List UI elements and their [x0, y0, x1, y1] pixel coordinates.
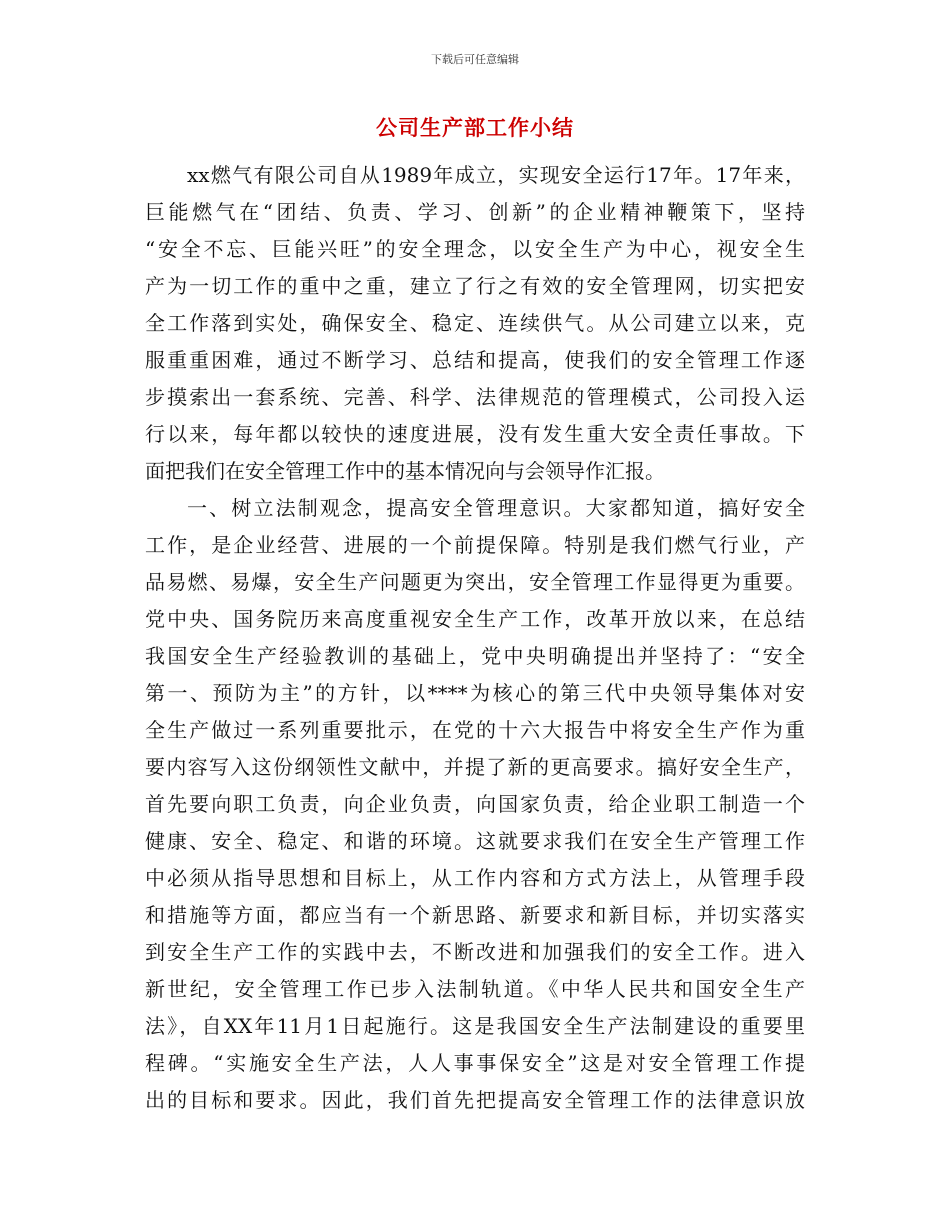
- paragraph-line: 全生产做过一系列重要批示，在党的十六大报告中将安全生产作为重: [145, 718, 805, 742]
- paragraph-line: 第一、预防为主”的方针，以****为核心的第三代中央领导集体对安: [145, 681, 805, 705]
- paragraph-line: 工作，是企业经营、进展的一个前提保障。特别是我们燃气行业，产: [145, 533, 805, 557]
- paragraph-line: 程碑。“实施安全生产法，人人事事保安全”这是对安全管理工作提: [145, 1051, 805, 1075]
- paragraph-line: 和措施等方面，都应当有一个新思路、新要求和新目标，并切实落实: [145, 903, 805, 927]
- paragraph-line: 我国安全生产经验教训的基础上，党中央明确提出并坚持了：“安全: [145, 644, 805, 668]
- header-note: 下载后可任意编辑: [431, 53, 519, 66]
- paragraph-line: “安全不忘、巨能兴旺”的安全理念，以安全生产为中心，视安全生: [145, 237, 805, 261]
- paragraph-line: 产为一切工作的重中之重，建立了行之有效的安全管理网，切实把安: [145, 274, 805, 298]
- paragraph-line: 面把我们在安全管理工作中的基本情况向与会领导作汇报。: [145, 459, 665, 483]
- paragraph-line: 新世纪，安全管理工作已步入法制轨道。《中华人民共和国安全生产: [145, 977, 805, 1001]
- paragraph-line: 中必须从指导思想和目标上，从工作内容和方式方法上，从管理手段: [145, 866, 805, 890]
- paragraph-line: 品易燃、易爆，安全生产问题更为突出，安全管理工作显得更为重要。: [145, 570, 805, 594]
- paragraph-line: 行以来，每年都以较快的速度进展，没有发生重大安全责任事故。下: [145, 422, 805, 446]
- paragraph-line: 全工作落到实处，确保安全、稳定、连续供气。从公司建立以来，克: [145, 311, 805, 335]
- paragraph-line: 健康、安全、稳定、和谐的环境。这就要求我们在安全生产管理工作: [145, 829, 805, 853]
- paragraph-line: 党中央、国务院历来高度重视安全生产工作，改革开放以来，在总结: [145, 607, 805, 631]
- paragraph-line: 步摸索出一套系统、完善、科学、法律规范的管理模式，公司投入运: [145, 385, 805, 409]
- paragraph-line: 出的目标和要求。因此，我们首先把提高安全管理工作的法律意识放: [145, 1088, 805, 1112]
- paragraph-line: 巨能燃气在“团结、负责、学习、创新”的企业精神鞭策下，坚持: [145, 200, 805, 224]
- paragraph-line: 法》，自XX年11月1日起施行。这是我国安全生产法制建设的重要里: [145, 1014, 805, 1038]
- paragraph-line: 要内容写入这份纲领性文献中，并提了新的更高要求。搞好安全生产，: [145, 755, 805, 779]
- paragraph-line: 首先要向职工负责，向企业负责，向国家负责，给企业职工制造一个: [145, 792, 805, 816]
- paragraph-line: 一、树立法制观念，提高安全管理意识。大家都知道，搞好安全: [187, 496, 805, 520]
- paragraph-line: xx燃气有限公司自从1989年成立，实现安全运行17年。17年来，: [187, 163, 805, 187]
- paragraph-line: 服重重困难，通过不断学习、总结和提高，使我们的安全管理工作逐: [145, 348, 805, 372]
- document-title: 公司生产部工作小结: [376, 116, 574, 140]
- paragraph-line: 到安全生产工作的实践中去，不断改进和加强我们的安全工作。进入: [145, 940, 805, 964]
